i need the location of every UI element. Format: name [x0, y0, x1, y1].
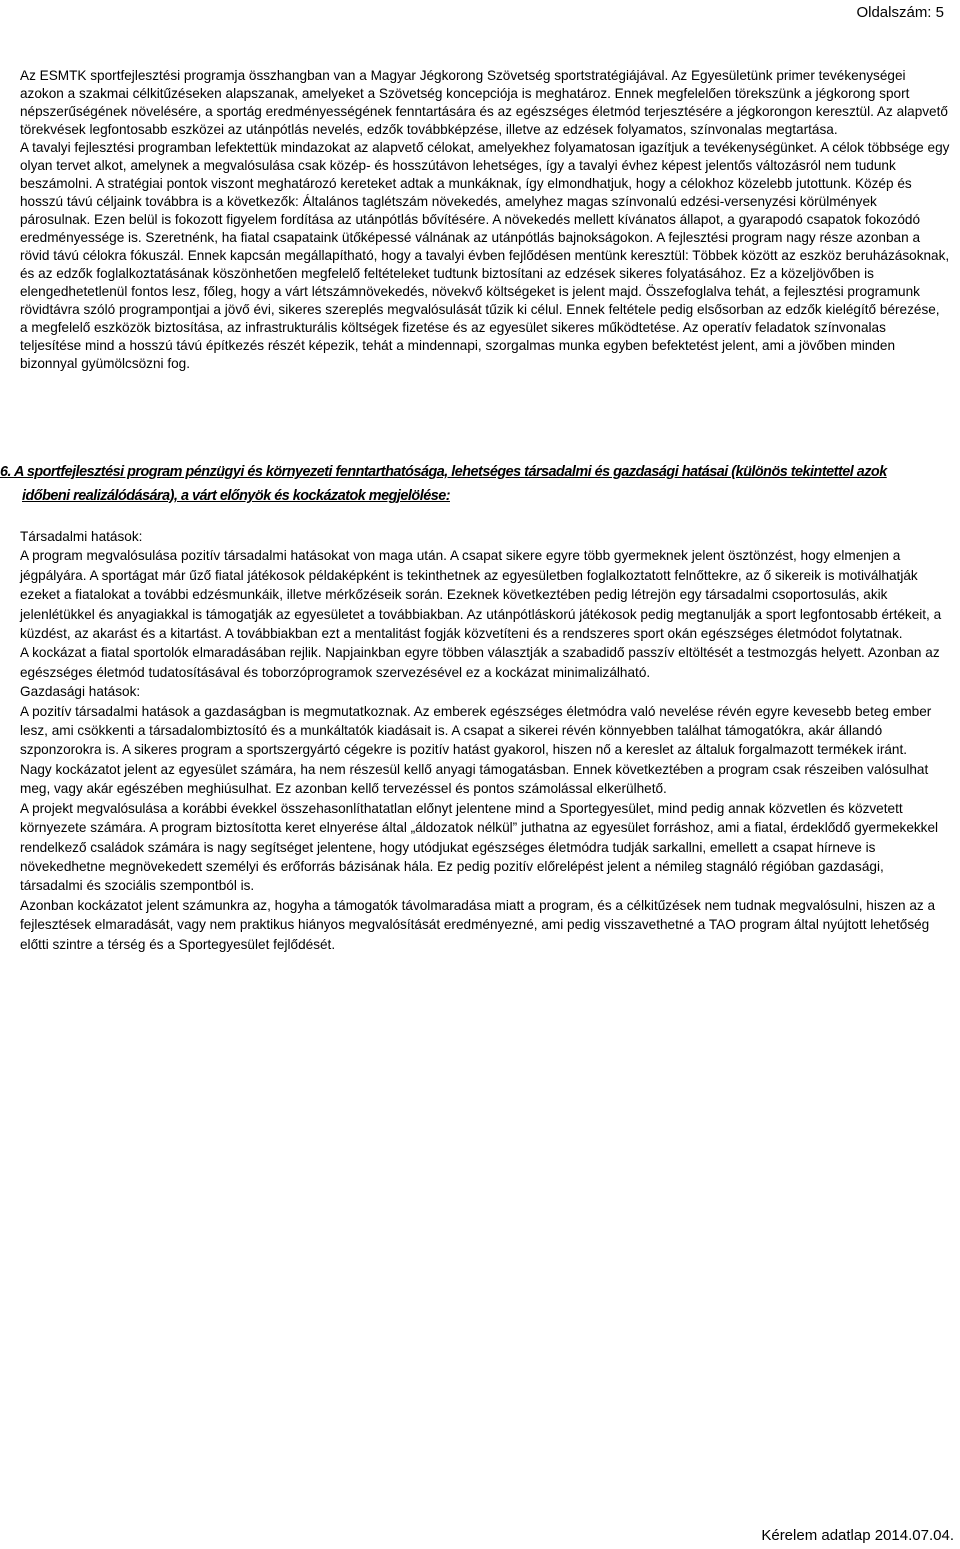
economic-impacts-paragraph: A pozitív társadalmi hatások a gazdaságban is megmutatkoznak. Az emberek egészséges életmódra való nevelése révén egyre kevesebb beteg ember lesz, ami csökkenti a társadalombiztosító és a munkáltatók kiadásait is. A csapat a sikerei révén könnyebben találhat támogatókra, akár állandó szponzorokra is. A sikeres program a sportszergyártó cégekre is pozitív hatást gyakorol, hiszen nő a kereslet az általuk forgalmazott termékek iránt.	[20, 703, 932, 758]
section-heading-line1: A sportfejlesztési program pénzügyi és környezeti fenntarthatósága, lehetséges társadalmi és gazdasági hatásai (különös tekintettel azok	[13, 464, 887, 480]
footer-text: Kérelem adatlap 2014.07.04.	[761, 1527, 954, 1544]
economic-risk-paragraph: Nagy kockázatot jelent az egyesület számára, ha nem részesül kellő anyagi támogatásban. Ennek következtében a program csak részeiben valósulhat meg, vagy akár egészében meghiúsulhat. Ez azonban kellő tervezéssel és pontos számolással elkerülhető.	[20, 761, 929, 797]
section-number: 6.	[0, 464, 12, 480]
social-impacts-paragraph: A program megvalósulása pozitív társadalmi hatásokat von maga után. A csapat sikere egyre több gyermeknek jelent ösztönzést, hogy elmenjen a jégpályára. A sportágat már űző fiatal játékosok példaképként is tekinthetnek az egyesületben foglalkoztatott felnőttekre, az ő sikereik is motiválhatják ezeket a fiatalokat a további edzésmunkáik, illetve mérkőzéseik során. Ezeknek következtében pedig létrejön egy társadalmi csoportosulás, akik jelenlétükkel és anyagiakkal is támogatják az egyesületet a továbbiakban. Az utánpótláskorú játékosok pedig megtanulják a sport legfontosabb értékeit, a küzdést, az akarást és a kitartást. A továbbiakban ezt a mentalitást fogják közvetíteni és a rendszeres sport okán egészséges életmódot folytatnak.	[20, 548, 942, 642]
social-impacts-label: Társadalmi hatások:	[20, 529, 143, 544]
social-risk-paragraph: A kockázat a fiatal sportolók elmaradásában rejlik. Napjainkban egyre többen választják a szabadidő passzív eltöltését a testmozgás helyett. Azonban az egészséges életmód tudatosításával és toborzóprogramok szervezésével ez a kockázat minimalizálható.	[20, 645, 940, 680]
page-number: Oldalszám: 5	[856, 4, 944, 21]
section-heading-line2: időbeni realizálódására), a várt előnyök és kockázatok megjelölése:	[22, 488, 450, 504]
intro-section	[20, 67, 950, 373]
impacts-section	[20, 527, 950, 954]
section-heading	[0, 460, 960, 508]
economic-impacts-label: Gazdasági hatások:	[20, 684, 141, 700]
intro-paragraph-2: A tavalyi fejlesztési programban lefektettük mindazokat az alapvető célokat, amelyekhez folyamatosan igazítjuk a tevékenységünket. A célok többsége egy olyan tervet alkot, amelynek a megvalósulása csak közép- és hosszútávon lehetséges, így a tavalyi évhez képest jelentős változásról nem tudunk beszámolni. A stratégiai pontok viszont meghatározó kereteket adtak a munkáknak, így elmondhatjuk, hogy a célokhoz közelebb jutottunk. Közép és hosszú távú céljaink továbbra is a következők: Általános taglétszám növekedés, amelyhez magas színvonalú edzési-versenyzési körülmények párosulnak. Ezen belül is fokozott figyelem fordítása az utánpótlás bővítésére. A növekedés mellett kívánatos állapot, a gyarapodó csapatok fokozódó eredményessége is. Szeretnénk, ha fiatal csapataink ütőképessé válnának az utánpótlás bajnokságokon. A fejlesztési program nagy része azonban a rövid távú célokra fókuszál. Ennek kapcsán megállapítható, hogy a tavalyi évben fejlődésen mentünk keresztül: Többek között az eszköz beruházásoknak, és az edzők foglalkoztatásának köszönhetően megfelelő feltételeket tudtunk biztosítani az edzések sikeres folyatásához. Ez a közeljövőben is elengedhetetlenül fontos lesz, főleg, hogy a várt létszámnövekedés, növekvő költségeket is jelent majd. Összefoglalva tehát, a fejlesztési programunk rövidtávra szóló programpontjai a jövő évi, sikeres szereplés megvalósulását tűzik ki célul. Ennek feltétele pedig elsősorban az edzők kielégítő bérezése, a megfelelő eszközök biztosítása, az infrastrukturális költségek fizetése és az egyesület sikeres működtetése. Az operatív feladatok színvonalas teljesítése mind a hosszú távú építkezés részét képezik, tehát a mindennapi, szorgalmas munka egyben befektetést jelent, ami a jövőben minden bizonnyal gyümölcsözni fog.	[20, 140, 950, 371]
project-benefits-paragraph: A projekt megvalósulása a korábbi évekkel összehasonlíthatatlan előnyt jelentene mind a Sportegyesület, mind pedig annak közvetlen és közvetett környezete számára. A program biztosította keret elnyerése által „áldozatok nélkül” juthatna az egyesület forráshoz, ami a fiatal, érdeklődő gyermekekkel rendelkező családok számára is nagy segítséget jelentene, hogy utódjukat egészséges életmódra tudják sarkallni, emellett a csapat hírneve is növekedhetne megnövekedett személyi és erőforrás bázisának hála. Ez pedig pozitív előrelépést jelent a némileg stagnáló régióban gazdasági, társadalmi és szociális szempontból is.	[20, 800, 939, 894]
project-risk-paragraph: Azonban kockázatot jelent számunkra az, hogyha a támogatók távolmaradása miatt a program, és a célkitűzések nem tudnak megvalósulni, hiszen az a fejlesztések elmaradását, vagy nem praktikus hiányos megvalósítását eredményezné, ami pedig visszavethetné a TAO program által nyújtott lehetőség előtti szintre a térség és a Sportegyesület fejlődését.	[20, 897, 936, 952]
intro-paragraph-1: Az ESMTK sportfejlesztési programja összhangban van a Magyar Jégkorong Szövetség sportstratégiájával. Az Egyesületünk primer tevékenységei azokon a szakmai célkitűzéseken alapszanak, amelyeket a Szövetség koncepciója is meghatároz. Ennek megfelelően törekszünk a jégkorong sport népszerűségének növelésére, a sportág eredményességének fenntartására és az egészséges életmód terjesztésére a jégkorongon keresztül. Az alapvető törekvések legfontosabb eszközei az utánpótlás nevelés, edzők továbbképzése, illetve az edzések folyamatos, színvonalas megtartása.	[20, 68, 948, 137]
